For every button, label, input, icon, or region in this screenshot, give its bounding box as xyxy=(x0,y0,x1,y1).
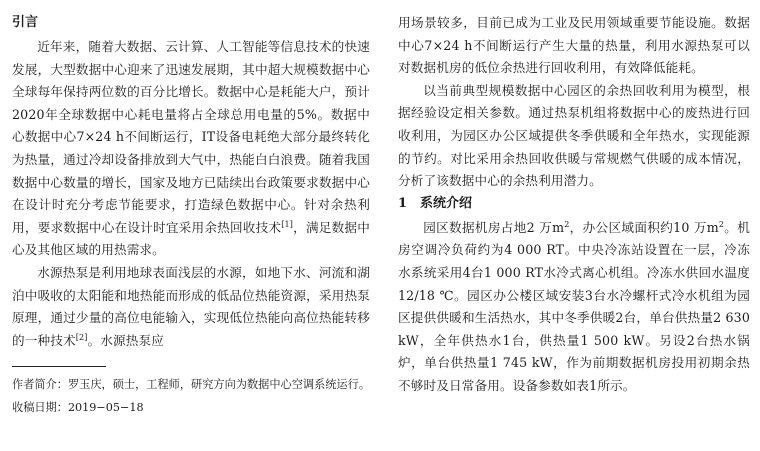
section-heading-introduction: 引言 xyxy=(12,15,39,30)
left-column xyxy=(12,12,370,417)
model-intro-paragraph: 以当前典型规模数据中心园区的余热回收利用为模型，根据经验设定相关参数。通过热泵机组将数据中心的废热进行回收利用，为园区办公区域提供冬季供暖和全年热水，实现能源的节约。对比采用余热回收供暖与常规燃气供暖的成本情况，分析了该数据中心的余热利用潜力。 xyxy=(398,82,750,189)
system-paragraph-part2: ，办公区域面积约10 万m xyxy=(569,219,719,235)
intro-paragraph-2 xyxy=(12,262,370,352)
author-intro: 作者简介：罗玉庆，硕士，工程师，研究方向为数据中心空调系统运行。 xyxy=(12,378,371,392)
intro-paragraph-2-tail: 。水源热泵应 xyxy=(87,332,164,348)
superscript-2b: 2 xyxy=(718,219,725,229)
system-paragraph xyxy=(398,217,750,398)
citation-ref-1: [1] xyxy=(281,219,294,229)
citation-ref-2: [2] xyxy=(75,332,88,342)
intro-paragraph-1-text: 近年来，随着大数据、云计算、人工智能等信息技术的快速发展，大型数据中心迎来了迅速发展期，其中超大规模数据中心全球每年保持两位数的百分比增长。数据中心是耗能大户，预计2020年全球数据中心耗电量将占全球总用电量的5%。数据中心数据中心7×24 h不间断运行，IT设备电耗绝大部分最终转化为热量，通过冷却设备排放到大气中，热能白白浪费。随着我国数据中心数量的增长，国家及地方已陆续出台政策要求数据中心在设计时充分考虑节能要求，打造绿色数据中心。针对余热利用，要求数据中心在设计时宜采用余热回收技术 xyxy=(12,39,370,235)
section-heading-system: 1 系统介绍 xyxy=(398,195,473,211)
superscript-2a: 2 xyxy=(564,219,570,229)
system-paragraph-part3: 。机房空调冷负荷约为4 000 RT。中央冷冻站设置在一层，冷冻水系统采用4台1 000 RT水冷式离心机组。冷冻水供回水温度12/18 ℃。园区办公楼区域安装3台水冷螺杆式冷水机组为园区提供供暖和生活热水，其中冬季供暖2台，单台供热量2 630 kW，全年供热水1台，供热量1 500 kW。另设2台热水锅炉，单台供热量1 745 kW，作为前期数据机房投用初期余热不够时及日常备用。设备参数如表1所示。 xyxy=(398,219,750,393)
intro-paragraph-1 xyxy=(12,36,370,262)
received-date: 收稿日期：2019−05−18 xyxy=(12,401,144,415)
continued-paragraph: 用场景较多，目前已成为工业及民用领域重要节能设施。数据中心7×24 h不间断运行产生大量的热量，利用水源热泵可以对数据机房的低位余热进行回收利用，有效降低能耗。 xyxy=(398,15,750,76)
intro-paragraph-2-text: 水源热泵是利用地球表面浅层的水源，如地下水、河流和湖泊中吸收的太阳能和地热能而形成的低品位热能资源，采用热泵原理，通过少量的高位电能输入，实现低位热能向高位热能转移的一种技术 xyxy=(12,264,370,348)
system-paragraph-part1: 园区数据机房占地2 万m xyxy=(423,219,565,235)
footnote-divider xyxy=(12,366,106,367)
intro-paragraph-1-tail: ，满足数据中心及其他区域的用热需求。 xyxy=(12,219,370,258)
right-column xyxy=(398,12,750,398)
